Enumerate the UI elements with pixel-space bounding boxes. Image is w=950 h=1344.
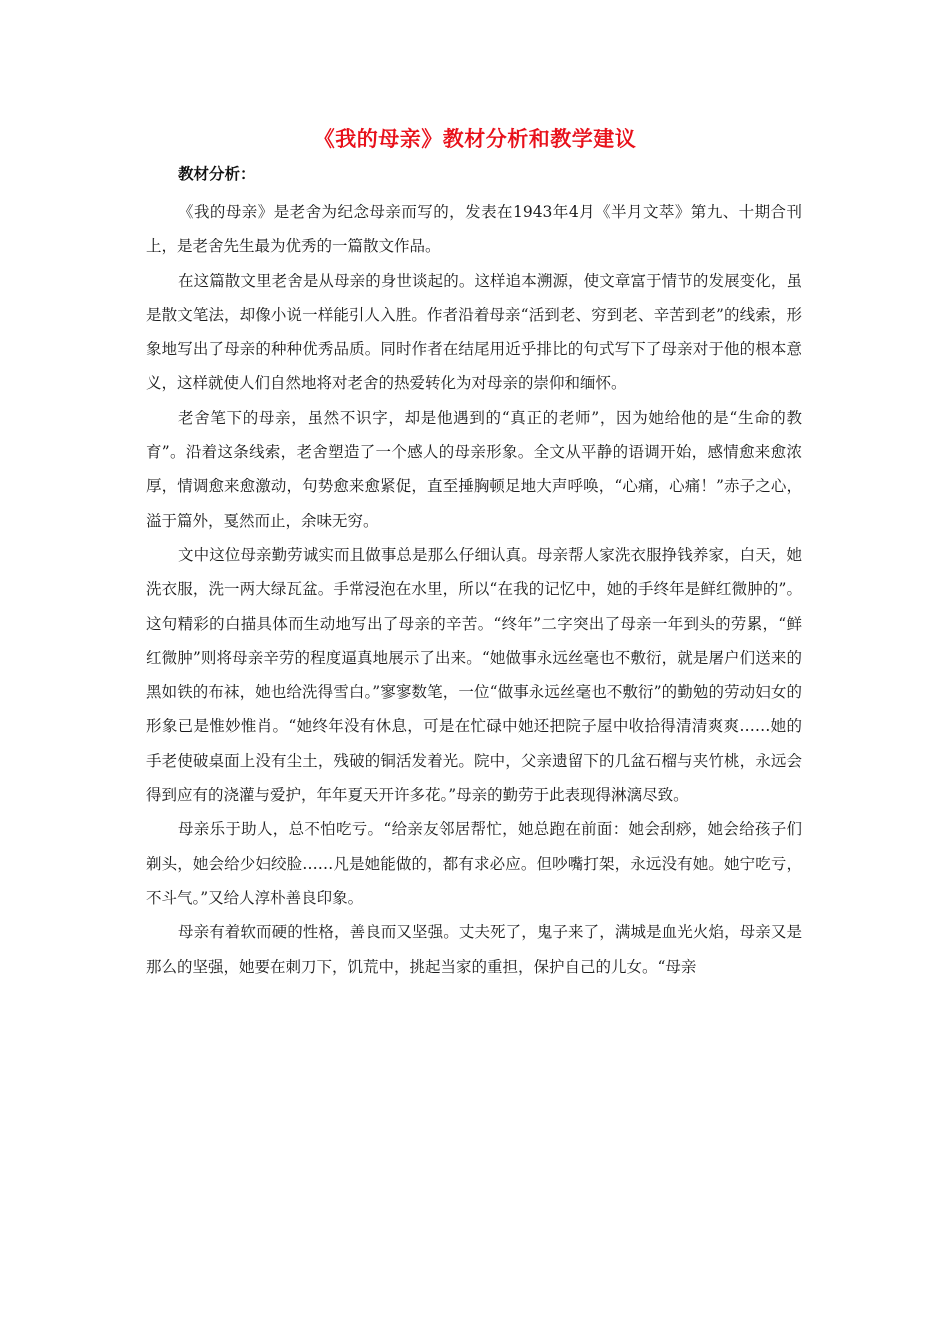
paragraph-4: 文中这位母亲勤劳诚实而且做事总是那么仔细认真。母亲帮人家洗衣服挣钱养家，白天，她洗衣服，洗一两大绿瓦盆。手常浸泡在水里，所以“在我的记忆中，她的手终年是鲜红微肿的”。这句精彩的白描具体而生动地写出了母亲的辛苦。“终年”二字突出了母亲一年到头的劳累，“鲜红微肿”则将母亲辛劳的程度逼真地展示了出来。“她做事永远丝毫也不敷衍，就是屠户们送来的黑如铁的布袜，她也给洗得雪白。”寥寥数笔，一位“做事永远丝毫也不敷衍”的勤勉的劳动妇女的形象已是惟妙惟肖。“她终年没有休息，可是在忙碌中她还把院子屋中收拾得清清爽爽……她的手老使破桌面上没有尘土，残破的铜活发着光。院中，父亲遗留下的几盆石榴与夹竹桃，永远会得到应有的浇灌与爱护，年年夏天开许多花。”母亲的勤劳于此表现得淋漓尽致。 — [146, 545, 802, 805]
paragraph-6: 母亲有着软而硬的性格，善良而又坚强。丈夫死了，鬼子来了，满城是血光火焰，母亲又是那么的坚强，她要在刺刀下，饥荒中，挑起当家的重担，保护自己的儿女。“母亲 — [146, 923, 802, 976]
document-title: 《我的母亲》教材分析和教学建议 — [313, 127, 637, 151]
paragraph-3: 老舍笔下的母亲，虽然不识字，却是他遇到的“真正的老师”，因为她给他的是“生命的教育”。沿着这条线索，老舍塑造了一个感人的母亲形象。全文从平静的语调开始，感情愈来愈浓厚，情调愈来愈激动，句势愈来愈紧促，直至捶胸顿足地大声呼唤，“心痛，心痛！”赤子之心，溢于篇外，戛然而止，余味无穷。 — [146, 408, 802, 530]
paragraph-5: 母亲乐于助人，总不怕吃亏。“给亲友邻居帮忙，她总跑在前面：她会刮痧，她会给孩子们剃头，她会给少妇绞脸……凡是她能做的，都有求必应。但吵嘴打架，永远没有她。她宁吃亏，不斗气。”又给人淳朴善良印象。 — [146, 820, 802, 907]
paragraph-1: 《我的母亲》是老舍为纪念母亲而写的，发表在1943年4月《半月文萃》第九、十期合刊上，是老舍先生最为优秀的一篇散文作品。 — [146, 203, 802, 256]
section-heading: 教材分析： — [178, 165, 256, 183]
document-body — [146, 195, 802, 984]
paragraph-2: 在这篇散文里老舍是从母亲的身世谈起的。这样追本溯源，使文章富于情节的发展变化，虽是散文笔法，却像小说一样能引人入胜。作者沿着母亲“活到老、穷到老、辛苦到老”的线索，形象地写出了母亲的种种优秀品质。同时作者在结尾用近乎排比的句式写下了母亲对于他的根本意义，这样就使人们自然地将对老舍的热爱转化为对母亲的崇仰和缅怀。 — [146, 271, 802, 393]
